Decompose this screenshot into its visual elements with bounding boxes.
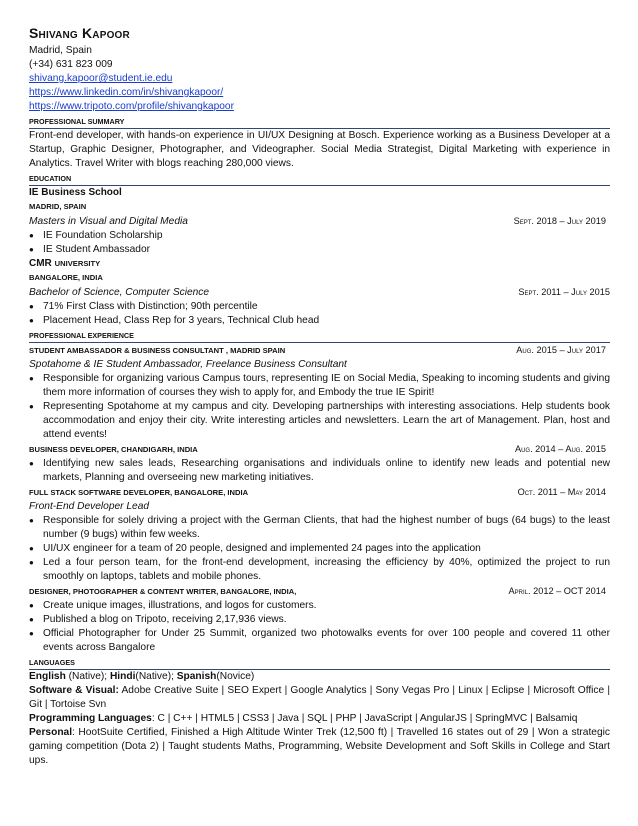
school-name: IE Business School — [29, 187, 122, 198]
list-item: ● Identifying new sales leads, Researching organisations and individuals online to identify new leads and potential new markets, Planning and overseeing new marketing initiatives. — [29, 457, 610, 485]
phone: (+34) 631 823 009 — [29, 59, 113, 70]
language-spanish: Spanish — [176, 671, 217, 682]
section-heading-languages: LANGUAGES — [29, 656, 610, 670]
date-range: Aug. 2015 – July 2017 — [516, 345, 606, 355]
summary-text: Front-end developer, with hands-on experience in UI/UX Designing at Bosch. Experience working as a Business Developer at a Startup, Graphic Designer, Photographer, and Videographer. Social Media Strategist, Digital Marketing with experience in Analytics. Travel Writer with blogs reaching 280,000 views. — [29, 130, 610, 169]
bullet-list — [29, 229, 610, 257]
list-item: ● Published a blog on Tripoto, receiving 2,17,936 views. — [29, 613, 610, 627]
skills-text: : C | C++ | HTML5 | CSS3 | Java | SQL | PHP | JavaScript | AngularJS | SpringMVC | Balsamiq — [151, 713, 578, 724]
job-subtitle: Front-End Developer Lead — [29, 501, 150, 512]
date-range: Sept. 2011 – July 2015 — [518, 287, 610, 297]
personal-info — [29, 726, 610, 768]
list-item: ● Responsible for solely driving a project with the German Clients, that had the highest number of bugs (64 bugs) to the least number (9 bugs) within few weeks. — [29, 514, 610, 542]
job-entry-ambassador — [29, 343, 610, 442]
skills-text: Adobe Creative Suite | SEO Expert | Google Analytics | Sony Vegas Pro | Linux | Eclipse | Microsoft Office | Git | Tortoise Svn — [29, 685, 610, 710]
programming-skills — [29, 712, 610, 726]
job-title: DESIGNER, PHOTOGRAPHER & CONTENT WRITER, BANGALORE, INDIA, — [29, 587, 297, 596]
job-title: FULL STACK SOFTWARE DEVELOPER, BANGALORE, INDIA — [29, 488, 249, 497]
language-level: (Native); — [135, 671, 177, 682]
job-entry-software-developer — [29, 485, 610, 584]
degree: Masters in Visual and Digital Media — [29, 216, 188, 227]
skills-label: Programming Languages — [29, 713, 152, 724]
location: Madrid, Spain — [29, 45, 92, 56]
job-entry-business-developer — [29, 442, 610, 485]
skills-label: Software & Visual: — [29, 685, 119, 696]
language-level: (Novice) — [216, 671, 255, 682]
list-item: ● Create unique images, illustrations, and logos for customers. — [29, 599, 610, 613]
bullet-list — [29, 514, 610, 584]
bullet-list — [29, 457, 610, 485]
candidate-name: Shivang Kapoor — [29, 25, 130, 41]
school-name: UNIVERSITY — [54, 259, 101, 268]
school-place: MADRID, SPAIN — [29, 202, 87, 211]
date-range: Aug. 2014 – Aug. 2015 — [514, 444, 606, 454]
list-item: ● Representing Spotahome at my campus and city. Developing partnerships with interesting associations. Help students book accommodation and enjoy their city. Write interesting articles and newsletters. Learn the art of Management. Plan, host and attend events! — [29, 400, 610, 442]
date-range: Sept. 2018 – July 2019 — [513, 216, 606, 226]
date-range: Oct. 2011 – May 2014 — [517, 487, 606, 497]
list-item: ● IE Foundation Scholarship — [29, 229, 610, 243]
job-subtitle: Spotahome & IE Student Ambassador, Freelance Business Consultant — [29, 359, 347, 370]
list-item: ● 71% First Class with Distinction; 90th percentile — [29, 300, 610, 314]
list-item: ● Responsible for organizing various Campus tours, representing IE on Social Media, Speaking to incoming students and giving them more information of courses they wish to apply for, and Embody the true IE Spirit! — [29, 372, 610, 400]
section-heading-education: EDUCATION — [29, 172, 610, 186]
job-title: STUDENT AMBASSADOR & BUSINESS CONSULTANT , MADRID SPAIN — [29, 346, 286, 355]
education-entry-ie — [29, 186, 610, 257]
languages-line — [29, 670, 610, 684]
date-range: April. 2012 – OCT 2014 — [508, 586, 606, 596]
language-hindi: Hindi — [109, 671, 136, 682]
skills-text: : HootSuite Certified, Finished a High Altitude Winter Trek (12,500 ft) | Travelled 16 states out of 29 | Won a strategic gaming competition (Dota 2) | Taught students Maths, Programming, Website Development and Soft Skills in College and Start ups. — [29, 727, 610, 766]
section-heading-experience: PROFESSIONAL EXPERIENCE — [29, 329, 610, 343]
job-entry-designer — [29, 584, 610, 655]
email-link[interactable]: shivang.kapoor@student.ie.edu — [29, 73, 173, 84]
bullet-list — [29, 599, 610, 655]
section-heading-summary: PROFESSIONAL SUMMARY — [29, 115, 610, 129]
list-item: ● Placement Head, Class Rep for 3 years, Technical Club head — [29, 314, 610, 328]
language-level: (Native); — [65, 671, 110, 682]
software-skills — [29, 684, 610, 712]
language-english: English — [29, 671, 66, 682]
skills-label: Personal — [29, 727, 73, 738]
list-item: ● UI/UX engineer for a team of 20 people, designed and implemented 24 pages into the application — [29, 542, 610, 556]
job-title: BUSINESS DEVELOPER, CHANDIGARH, INDIA — [29, 445, 198, 454]
list-item: ● Official Photographer for Under 25 Summit, organized two photowalks events for over 100 people and covered 11 other events across Bangalore — [29, 627, 610, 655]
bullet-list — [29, 300, 610, 328]
school-place: BANGALORE, INDIA — [29, 273, 103, 282]
list-item: ● IE Student Ambassador — [29, 243, 610, 257]
degree: Bachelor of Science, Computer Science — [29, 287, 210, 298]
bullet-list — [29, 372, 610, 442]
list-item: ● Led a four person team, for the front-end development, increasing the efficiency by 40%, optimized the project to run smoothly on laptops, tablets and mobile phones. — [29, 556, 610, 584]
school-name-prefix: CMR — [29, 258, 52, 269]
tripoto-link[interactable]: https://www.tripoto.com/profile/shivangkapoor — [29, 101, 234, 112]
linkedin-link[interactable]: https://www.linkedin.com/in/shivangkapoor/ — [29, 87, 224, 98]
education-entry-cmr — [29, 257, 610, 328]
